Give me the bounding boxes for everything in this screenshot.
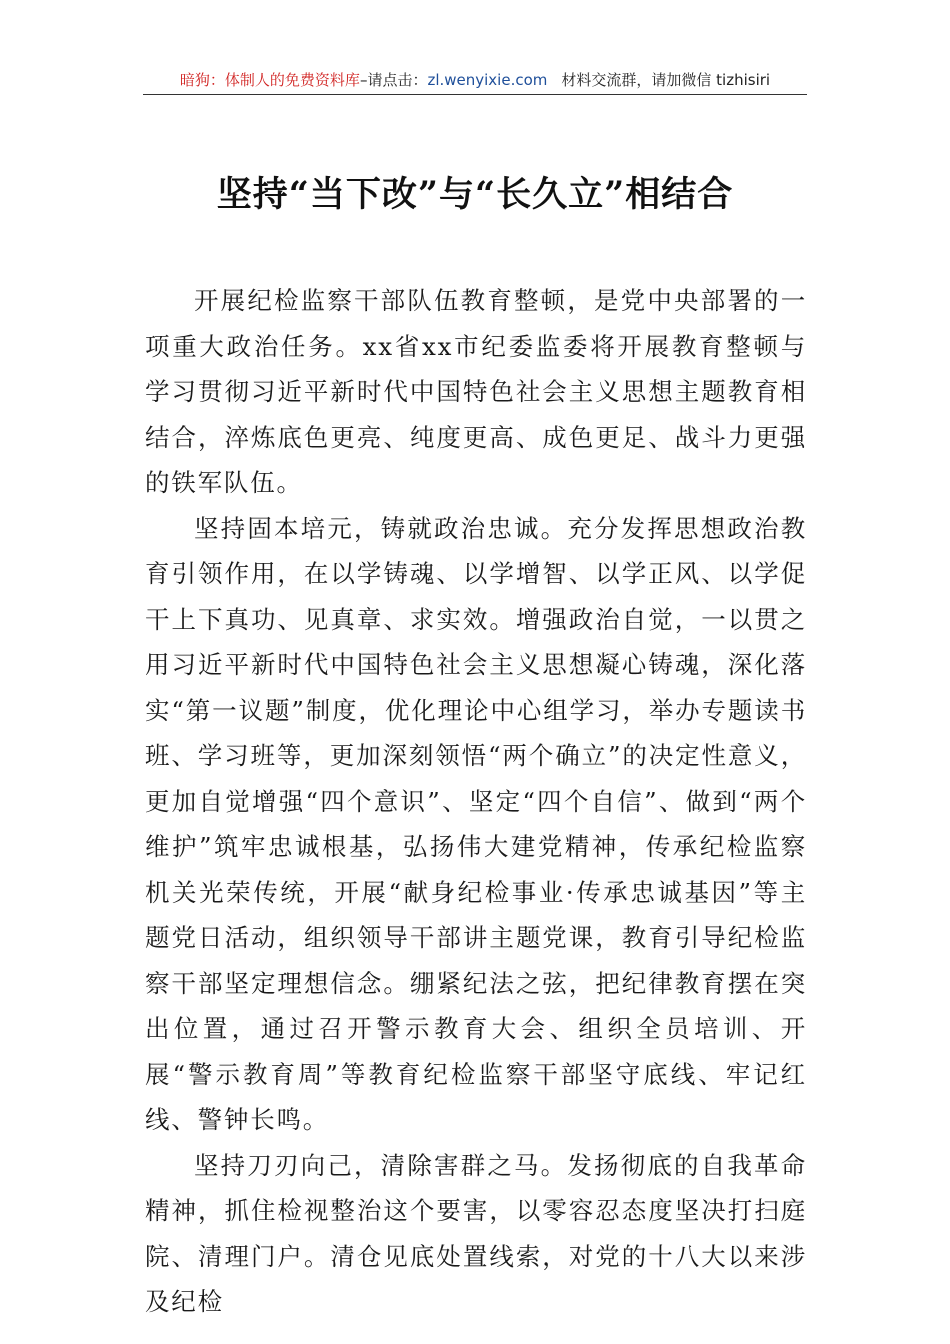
header-link[interactable]: zl.wenyixie.com	[427, 71, 548, 89]
paragraph: 开展纪检监察干部队伍教育整顿，是党中央部署的一项重大政治任务。xx省xx市纪委监委将开展教育整顿与学习贯彻习近平新时代中国特色社会主义思想主题教育相结合，淬炼底色更亮、纯度更高、成色更足、战斗力更强的铁军队伍。	[145, 286, 807, 497]
header-contact: 材料交流群，请加微信 tizhisiri	[561, 71, 771, 89]
document-title: 坚持“当下改”与“长久立”相结合	[216, 174, 734, 215]
header-site-name: 暗狗：体制人的免费资料库	[179, 71, 360, 89]
page-header	[143, 66, 807, 95]
paragraph: 坚持固本培元，铸就政治忠诚。充分发挥思想政治教育引领作用，在以学铸魂、以学增智、以学正风、以学促干上下真功、见真章、求实效。增强政治自觉，一以贯之用习近平新时代中国特色社会主义思想凝心铸魂，深化落实“第一议题”制度，优化理论中心组学习，举办专题读书班、学习班等，更加深刻领悟“两个确立”的决定性意义，更加自觉增强“四个意识”、坚定“四个自信”、做到“两个维护”筑牢忠诚根基，弘扬伟大建党精神，传承纪检监察机关光荣传统，开展“献身纪检事业·传承忠诚基因”等主题党日活动，组织领导干部讲主题党课，教育引导纪检监察干部坚定理想信念。绷紧纪法之弦，把纪律教育摆在突出位置，通过召开警示教育大会、组织全员培训、开展“警示教育周”等教育纪检监察干部坚守底线、牢记红线、警钟长鸣。	[145, 513, 807, 1134]
document-body	[145, 278, 807, 1325]
header-prompt: –请点击：	[359, 71, 428, 89]
paragraph: 坚持刀刃向己，清除害群之马。发扬彻底的自我革命精神，抓住检视整治这个要害，以零容忍态度坚决打扫庭院、清理门户。清仓见底处置线索，对党的十八大以来涉及纪检	[145, 1150, 807, 1316]
